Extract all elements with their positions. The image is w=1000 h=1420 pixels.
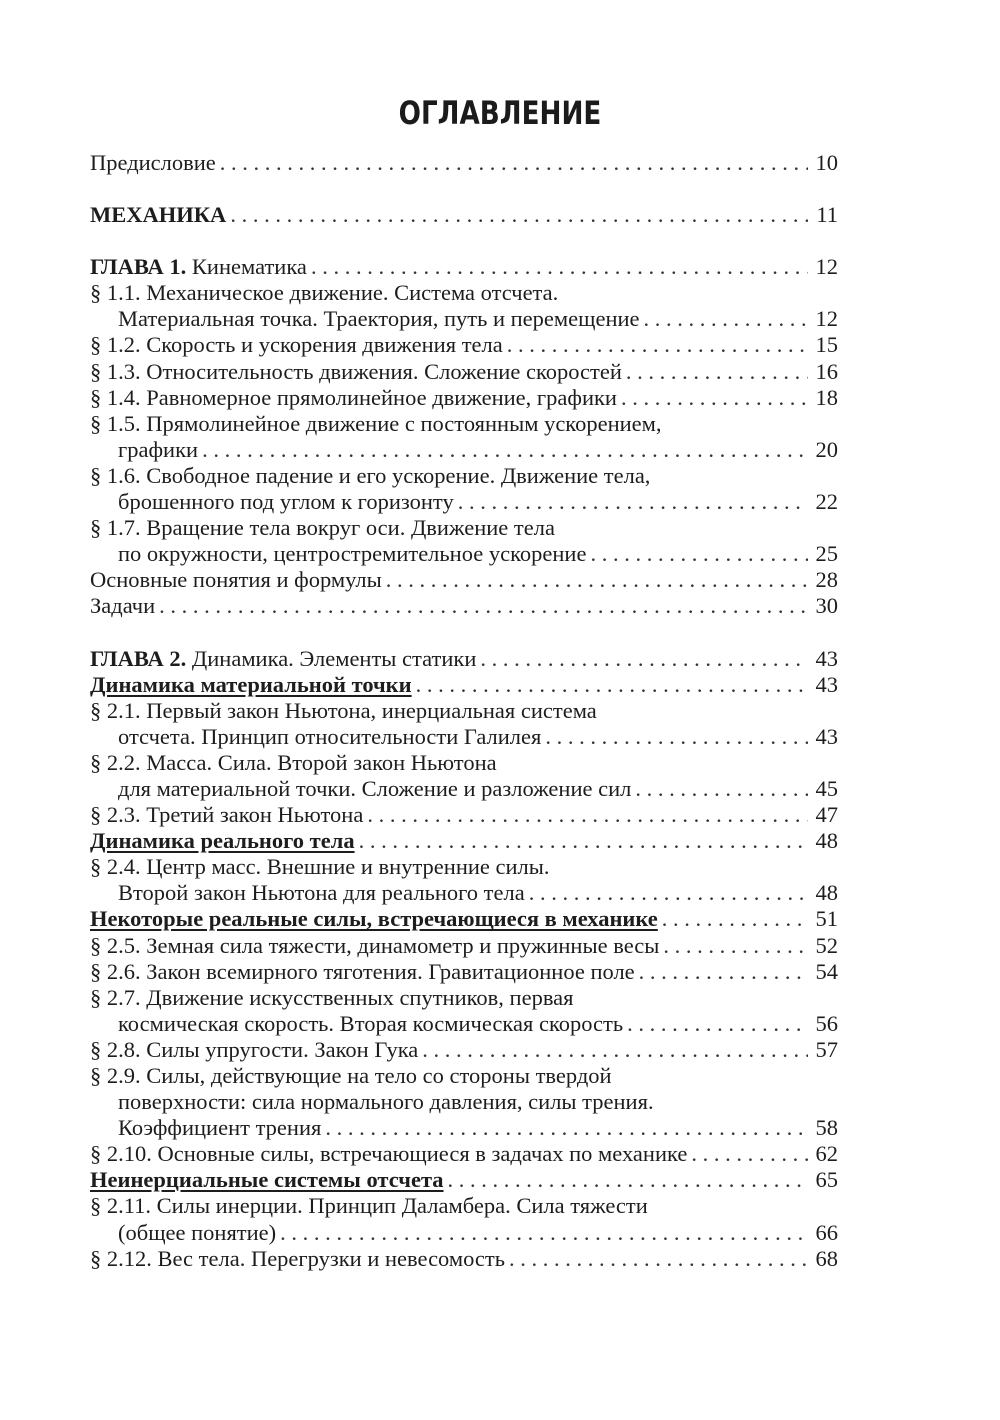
toc-entry[interactable] — [90, 1141, 838, 1167]
toc-page-number: 66 — [815, 1219, 838, 1245]
dot-leader — [627, 1011, 808, 1037]
toc-entry-continuation[interactable] — [90, 1011, 838, 1037]
toc-entry-title: Динамика реального тела — [90, 828, 355, 854]
toc-entry-title: брошенного под углом к горизонту — [118, 489, 454, 515]
toc-entry-title: § 2.4. Центр масс. Внешние и внутренние силы. — [90, 854, 550, 880]
toc-page-number: 48 — [815, 828, 838, 854]
dot-leader — [386, 567, 808, 593]
toc-page-number: 28 — [815, 567, 838, 593]
toc-entry-title: § 2.6. Закон всемирного тяготения. Гравитационное поле — [90, 958, 635, 984]
toc-part-heading[interactable] — [90, 202, 838, 228]
toc-entry-title: § 2.9. Силы, действующие на тело со стороны твердой — [90, 1063, 612, 1088]
dot-leader — [311, 254, 808, 280]
toc-entry[interactable] — [90, 411, 838, 437]
toc-entry-title: § 2.10. Основные силы, встречающиеся в задачах по механике — [90, 1141, 688, 1167]
toc-entry[interactable] — [90, 280, 838, 306]
toc-entry-continuation[interactable] — [90, 489, 838, 515]
toc-entry-continuation[interactable] — [90, 776, 838, 802]
dot-leader — [644, 306, 808, 332]
dot-leader — [626, 359, 808, 385]
dot-leader — [422, 1037, 808, 1063]
toc-entry-title: МЕХАНИКА — [90, 202, 227, 228]
toc-page-number: 43 — [815, 645, 838, 671]
toc-entry[interactable] — [90, 1193, 838, 1219]
toc-entry-title: графики — [118, 436, 199, 462]
toc-section-heading[interactable] — [90, 906, 838, 932]
toc-entry-title: Некоторые реальные силы, встречающиеся в механике — [90, 906, 658, 932]
toc-page-number: 18 — [815, 384, 838, 410]
toc-page-number: 45 — [815, 775, 838, 801]
toc-entry-title: Неинерциальные системы отсчета — [90, 1167, 444, 1193]
toc-entry-title — [90, 254, 307, 280]
toc-entry-title: § 1.6. Свободное падение и его ускорение. Движение тела, — [90, 462, 651, 488]
chapter-label: ГЛАВА 2. — [90, 645, 187, 671]
dot-leader — [635, 776, 808, 802]
toc-entry[interactable] — [90, 385, 838, 411]
toc-entry-title: § 1.1. Механическое движение. Система отсчета. — [90, 280, 559, 306]
dot-leader — [663, 933, 808, 959]
toc-entry[interactable] — [90, 698, 838, 724]
toc-entry-title: Второй закон Ньютона для реального тела — [118, 880, 525, 906]
toc-entry-title: § 2.1. Первый закон Ньютона, инерциальная система — [90, 697, 597, 723]
toc-entry[interactable] — [90, 1037, 838, 1063]
toc-entry[interactable] — [90, 150, 838, 176]
toc-entry[interactable] — [90, 985, 838, 1011]
toc-entry-title: § 2.8. Силы упругости. Закон Гука — [90, 1036, 419, 1062]
toc-entry-title: § 1.5. Прямолинейное движение с постоянным ускорением, — [90, 410, 662, 436]
dot-leader — [159, 593, 808, 619]
toc-page-number: 15 — [815, 332, 838, 358]
toc-page-number: 25 — [815, 541, 838, 567]
toc-entry-title: поверхности: сила нормального давления, силы трения. — [118, 1089, 654, 1115]
dot-leader — [621, 385, 808, 411]
toc-entry-title: § 2.12. Вес тела. Перегрузки и невесомость — [90, 1245, 506, 1271]
toc-page-number: 12 — [815, 306, 838, 332]
toc-entry-title: § 2.3. Третий закон Ньютона — [90, 802, 364, 828]
toc-entry-continuation[interactable] — [90, 437, 838, 463]
toc-entry-title: по окружности, центростремительное ускорение — [118, 541, 587, 567]
toc-entry[interactable] — [90, 359, 838, 385]
toc-page-number: 57 — [815, 1036, 838, 1062]
toc-chapter-heading[interactable] — [90, 254, 838, 280]
toc-entry[interactable] — [90, 933, 838, 959]
dot-leader — [416, 672, 808, 698]
toc-page-number: 62 — [815, 1141, 838, 1167]
toc-entry[interactable] — [90, 593, 838, 619]
toc-page-number: 22 — [815, 489, 838, 515]
toc-entry-title: § 2.7. Движение искусственных спутников, первая — [90, 984, 574, 1010]
toc-page-number: 47 — [815, 802, 838, 828]
toc-entry-title: Динамика материальной точки — [90, 671, 412, 697]
toc-page-number: 58 — [815, 1115, 838, 1141]
chapter-name: Динамика. Элементы статики — [186, 645, 477, 671]
toc-entry-title: Предисловие — [90, 150, 216, 175]
chapter-label: ГЛАВА 1. — [90, 254, 187, 280]
dot-leader — [509, 1246, 808, 1272]
toc-entry-title: § 2.11. Силы инерции. Принцип Даламбера. Сила тяжести — [90, 1193, 648, 1219]
toc-page-number: 54 — [815, 958, 838, 984]
toc-page-number: 43 — [815, 671, 838, 697]
toc-page-number: 68 — [815, 1245, 838, 1271]
toc-entry-title: § 1.4. Равномерное прямолинейное движение, графики — [90, 384, 617, 410]
dot-leader — [367, 802, 808, 828]
toc-entry-continuation[interactable] — [90, 1220, 838, 1246]
toc-entry-continuation[interactable] — [90, 541, 838, 567]
dot-leader — [691, 1141, 808, 1167]
toc-entry[interactable] — [90, 750, 838, 776]
dot-leader — [590, 541, 808, 567]
dot-leader — [202, 437, 808, 463]
dot-leader — [280, 1220, 808, 1246]
toc-page-number: 16 — [815, 358, 838, 384]
toc-entry-title: отсчета. Принцип относительности Галилея — [118, 723, 542, 749]
toc-entry-title — [90, 646, 476, 672]
chapter-name: Кинематика — [186, 254, 307, 280]
toc-entry-title: космическая скорость. Вторая космическая скорость — [118, 1010, 624, 1036]
toc-page-number: 52 — [815, 932, 838, 958]
toc-page-number: 12 — [815, 254, 838, 280]
toc-page-number: 30 — [815, 593, 838, 619]
dot-leader — [662, 906, 808, 932]
toc-entry[interactable] — [90, 332, 838, 358]
toc-entry-title: § 2.5. Земная сила тяжести, динамометр и пружинные весы — [90, 932, 660, 958]
toc-entry-title: § 2.2. Масса. Сила. Второй закон Ньютона — [90, 749, 497, 775]
toc-entry[interactable] — [90, 567, 838, 593]
toc-entry[interactable] — [90, 1246, 838, 1272]
toc-entry-title: § 1.2. Скорость и ускорения движения тела — [90, 332, 503, 358]
toc-section-heading[interactable] — [90, 828, 838, 854]
toc-entry-title: Основные понятия и формулы — [90, 567, 382, 593]
toc-section-heading[interactable] — [90, 1167, 838, 1193]
toc-entry-title: § 1.3. Относительность движения. Сложение скоростей — [90, 358, 622, 384]
toc-entry-continuation[interactable] — [90, 880, 838, 906]
page-title: ОГЛАВЛЕНИЕ — [398, 94, 602, 132]
dot-leader — [545, 724, 808, 750]
dot-leader — [325, 1115, 808, 1141]
toc-entry-continuation[interactable] — [90, 1089, 838, 1115]
toc-page-number: 56 — [815, 1010, 838, 1036]
toc-entry-continuation[interactable] — [90, 724, 838, 750]
toc-entry-continuation[interactable] — [90, 306, 838, 332]
toc-entry[interactable] — [90, 1063, 838, 1089]
dot-leader — [230, 202, 808, 228]
dot-leader — [480, 646, 808, 672]
toc-entry[interactable] — [90, 854, 838, 880]
dot-leader — [639, 959, 808, 985]
toc-page-number: 20 — [815, 436, 838, 462]
toc-entry-title: (общее понятие) — [118, 1219, 277, 1245]
toc-entry-continuation[interactable] — [90, 1115, 838, 1141]
dot-leader — [448, 1167, 808, 1193]
toc-entry-title: Задачи — [90, 593, 156, 619]
toc-chapter-heading[interactable] — [90, 646, 838, 672]
toc-page-number: 48 — [815, 880, 838, 906]
toc-entry[interactable] — [90, 515, 838, 541]
toc-page-number: 65 — [815, 1167, 838, 1193]
toc-page-number: 43 — [815, 723, 838, 749]
toc-page-number: 11 — [816, 202, 838, 228]
toc-entry[interactable] — [90, 959, 838, 985]
dot-leader — [359, 828, 808, 854]
dot-leader — [507, 332, 808, 358]
toc-entry-title: § 1.7. Вращение тела вокруг оси. Движение тела — [90, 515, 555, 541]
dot-leader — [220, 150, 808, 176]
dot-leader — [529, 880, 808, 906]
toc-section-heading[interactable] — [90, 672, 838, 698]
toc-entry-title: Материальная точка. Траектория, путь и перемещение — [118, 306, 640, 332]
table-of-contents — [90, 150, 838, 1272]
toc-entry-title: Коэффициент трения — [118, 1115, 322, 1141]
toc-page-number: 51 — [815, 906, 838, 932]
toc-entry[interactable] — [90, 463, 838, 489]
toc-entry-title: для материальной точки. Сложение и разложение сил — [118, 775, 632, 801]
dot-leader — [458, 489, 808, 515]
toc-entry[interactable] — [90, 802, 838, 828]
toc-page-number: 10 — [815, 150, 838, 175]
